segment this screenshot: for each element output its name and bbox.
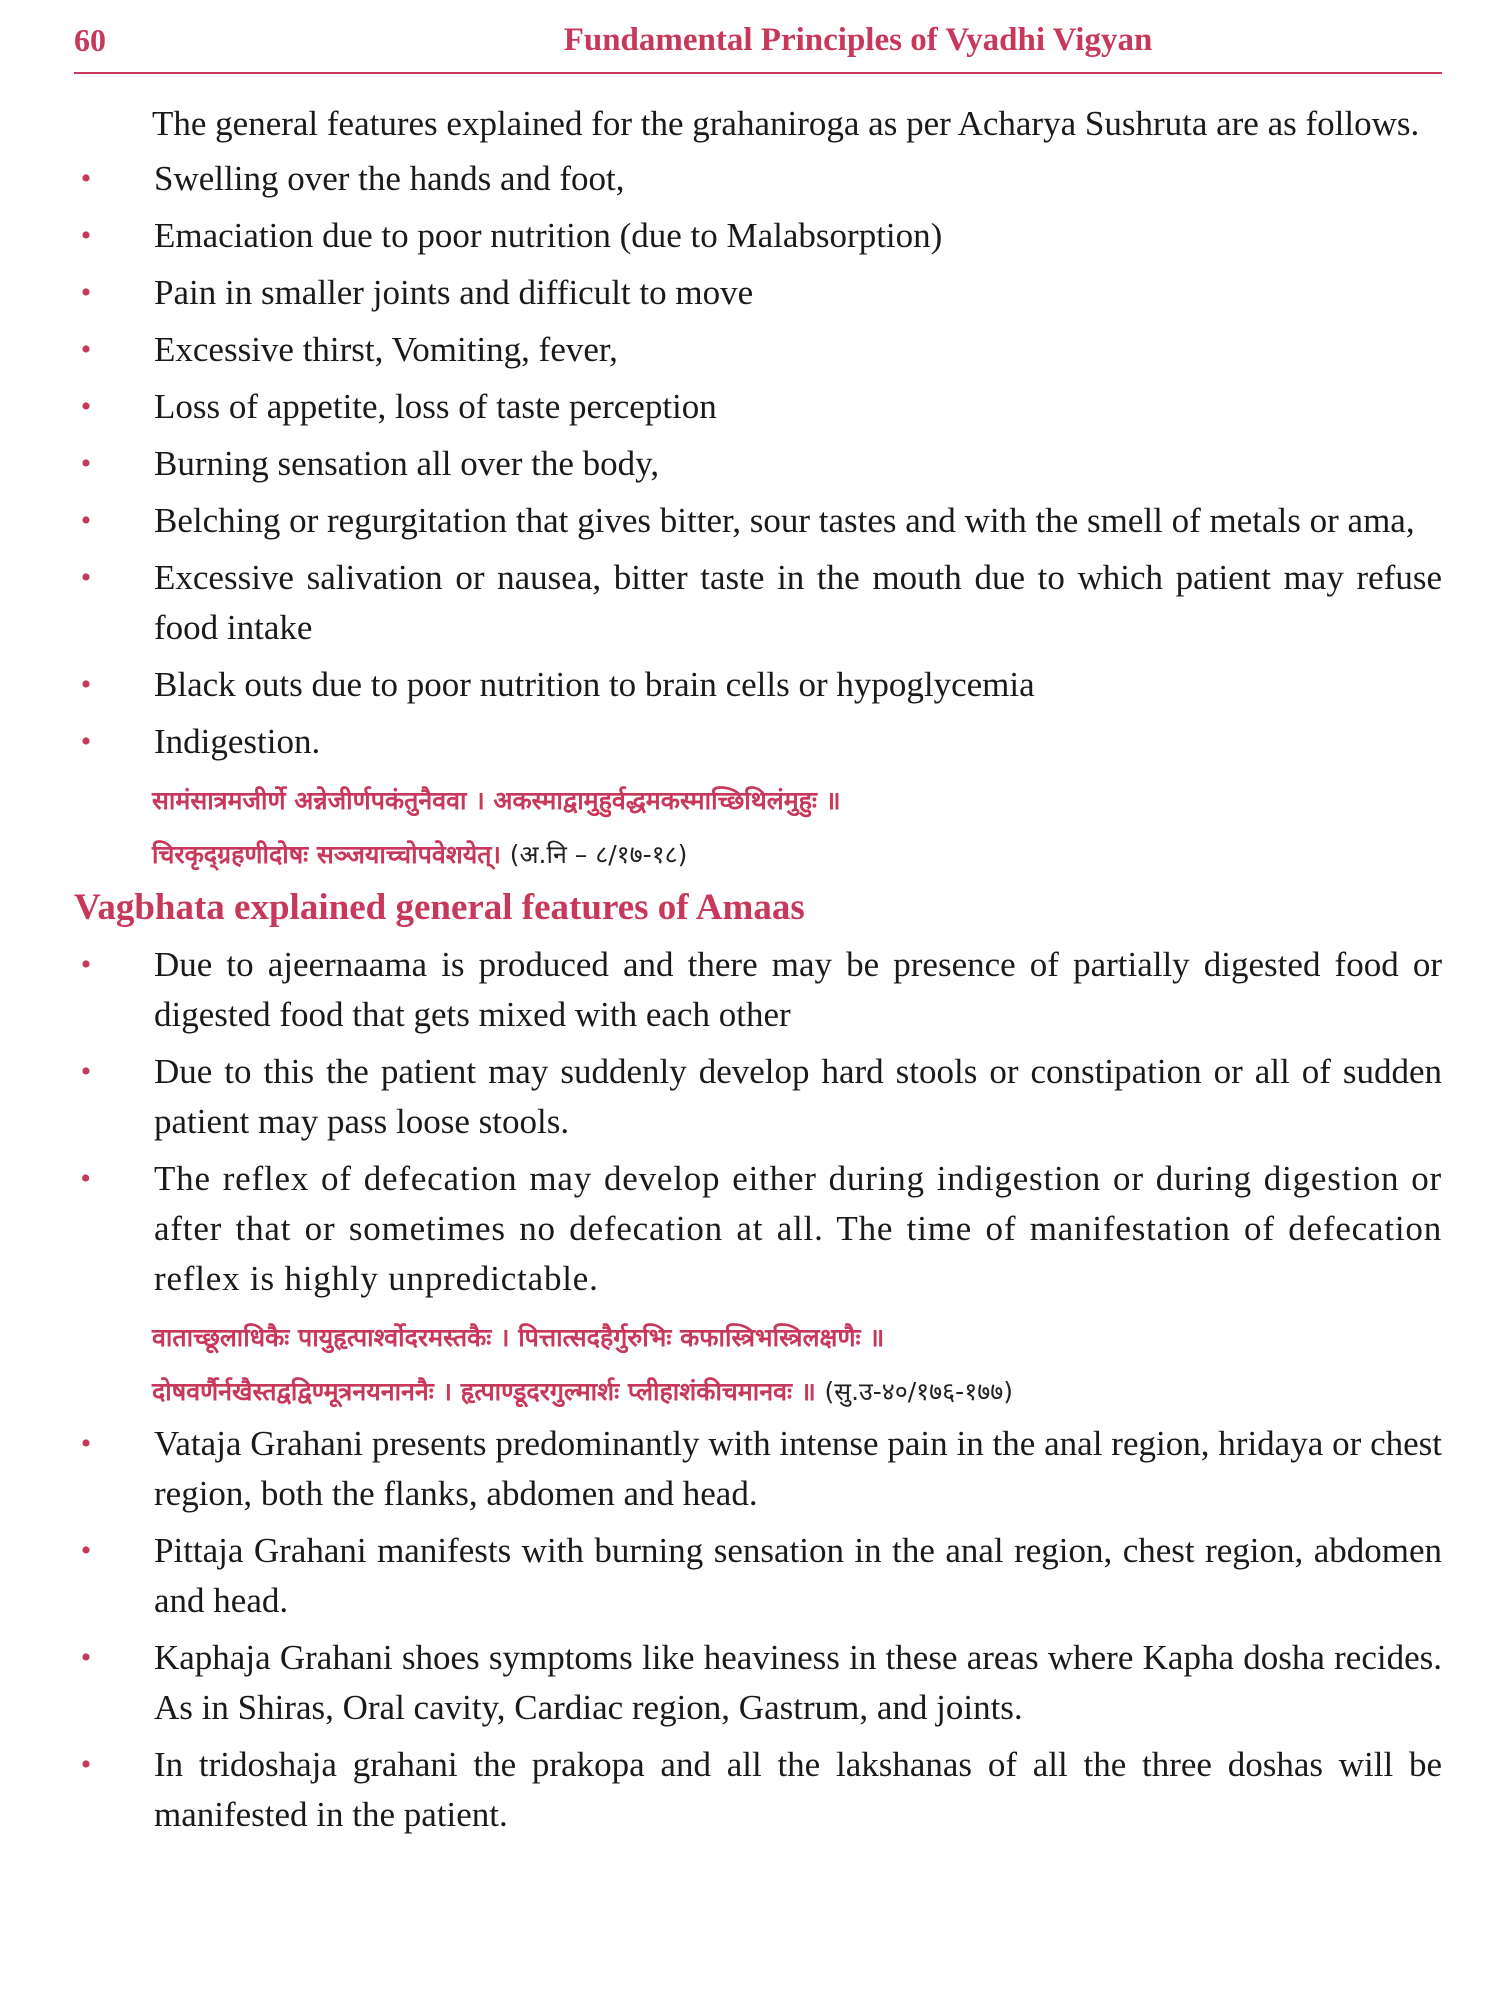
list-item-text: Vataja Grahani presents predominantly with intense pain in the anal region, hridaya or chest region, both the flanks, abdomen and head. xyxy=(154,1424,1442,1513)
list-item-text: Due to ajeernaama is produced and there may be presence of partially digested food or digested food that gets mixed with each other xyxy=(154,945,1442,1034)
vagbhata-features-list xyxy=(74,940,1442,1304)
list-item xyxy=(74,154,1442,204)
list-item xyxy=(74,1154,1442,1304)
running-title: Fundamental Principles of Vyadhi Vigyan xyxy=(563,22,1153,58)
verse-line: चिरकृद्ग्रहणीदोषः सञ्जयाच्चोपवेशयेत्। xyxy=(152,840,501,869)
list-item xyxy=(74,1047,1442,1147)
list-item xyxy=(74,496,1442,546)
list-item xyxy=(74,553,1442,653)
list-item-text: Kaphaja Grahani shoes symptoms like heaviness in these areas where Kapha dosha recides. As in Shiras, Oral cavity, Cardiac region, Gastrum, and joints. xyxy=(154,1638,1442,1727)
bullet-icon: • xyxy=(80,219,92,252)
list-item-text: Excessive salivation or nausea, bitter taste in the mouth due to which patient may refuse food intake xyxy=(154,558,1442,647)
verse-line-with-ref xyxy=(152,1365,1442,1419)
sanskrit-verse-1 xyxy=(74,774,1442,882)
bullet-icon: • xyxy=(80,162,92,195)
bullet-icon: • xyxy=(80,390,92,423)
list-item-text: The reflex of defecation may develop either during indigestion or during digestion or after that or sometimes no defecation at all. The time of manifestation of defecation reflex is highly unpredictable. xyxy=(154,1159,1442,1298)
list-item xyxy=(74,382,1442,432)
bullet-icon: • xyxy=(80,1427,92,1460)
list-item-text: Emaciation due to poor nutrition (due to Malabsorption) xyxy=(154,216,943,255)
sushruta-features-list xyxy=(74,154,1442,767)
bullet-icon: • xyxy=(80,1055,92,1088)
list-item xyxy=(74,940,1442,1040)
list-item xyxy=(74,1526,1442,1626)
list-item xyxy=(74,211,1442,261)
list-item-text: Burning sensation all over the body, xyxy=(154,444,660,483)
list-item-text: Swelling over the hands and foot, xyxy=(154,159,625,198)
list-item-text: Black outs due to poor nutrition to brain cells or hypoglycemia xyxy=(154,665,1035,704)
section-heading: Vagbhata explained general features of Amaas xyxy=(74,887,805,928)
bullet-icon: • xyxy=(80,948,92,981)
bullet-icon: • xyxy=(80,333,92,366)
page-number: 60 xyxy=(74,22,106,58)
bullet-icon: • xyxy=(80,1748,92,1781)
list-item xyxy=(74,717,1442,767)
page-body xyxy=(74,100,1442,1847)
verse-line: दोषवर्णैर्नखैस्तद्वद्विण्मूत्रनयनाननैः । हृत्पाण्डूदरगुल्मार्शः प्लीहाशंकीचमानवः ॥ xyxy=(152,1377,816,1406)
list-item xyxy=(74,439,1442,489)
bullet-icon: • xyxy=(80,1162,92,1195)
bullet-icon: • xyxy=(80,447,92,480)
sanskrit-verse-2 xyxy=(74,1311,1442,1419)
list-item-text: Pittaja Grahani manifests with burning sensation in the anal region, chest region, abdomen and head. xyxy=(154,1531,1442,1620)
list-item-text: Loss of appetite, loss of taste perception xyxy=(154,387,717,426)
bullet-icon: • xyxy=(80,1641,92,1674)
list-item xyxy=(74,325,1442,375)
verse-line: वाताच्छूलाधिकैः पायुहृत्पार्श्वोदरमस्तकैः । पित्तात्सदहैर्गुरुभिः कफास्त्रिभस्त्रिलक्षणैः ॥ xyxy=(152,1323,885,1352)
bullet-icon: • xyxy=(80,276,92,309)
verse-reference: (अ.नि – ८/१७-१८) xyxy=(509,840,688,869)
list-item xyxy=(74,1419,1442,1519)
list-item-text: Pain in smaller joints and difficult to move xyxy=(154,273,754,312)
list-item xyxy=(74,1633,1442,1733)
list-item-text: Excessive thirst, Vomiting, fever, xyxy=(154,330,618,369)
list-item-text: In tridoshaja grahani the prakopa and all the lakshanas of all the three doshas will be manifested in the patient. xyxy=(154,1745,1442,1834)
list-item-text: Due to this the patient may suddenly develop hard stools or constipation or all of sudden patient may pass loose stools. xyxy=(154,1052,1442,1141)
list-item-text: Belching or regurgitation that gives bitter, sour tastes and with the smell of metals or ama, xyxy=(154,501,1415,540)
bullet-icon: • xyxy=(80,668,92,701)
verse-reference: (सु.उ-४०/१७६-१७७) xyxy=(824,1377,1013,1406)
verse-line-with-ref xyxy=(152,828,1442,882)
list-item-text: Indigestion. xyxy=(154,722,321,761)
bullet-icon: • xyxy=(80,504,92,537)
verse-line: सामंसात्रमजीर्णे अन्नेजीर्णपकंतुनैववा । अकस्माद्वामुहुर्वद्धमकस्माच्छिथिलंमुहुः ॥ xyxy=(152,786,841,815)
list-item xyxy=(74,1740,1442,1840)
intro-paragraph: The general features explained for the grahaniroga as per Acharya Sushruta are as follows. xyxy=(152,104,1420,143)
bullet-icon: • xyxy=(80,561,92,594)
page-header xyxy=(74,22,1442,74)
dosha-grahani-list xyxy=(74,1419,1442,1840)
list-item xyxy=(74,268,1442,318)
bullet-icon: • xyxy=(80,1534,92,1567)
bullet-icon: • xyxy=(80,725,92,758)
list-item xyxy=(74,660,1442,710)
